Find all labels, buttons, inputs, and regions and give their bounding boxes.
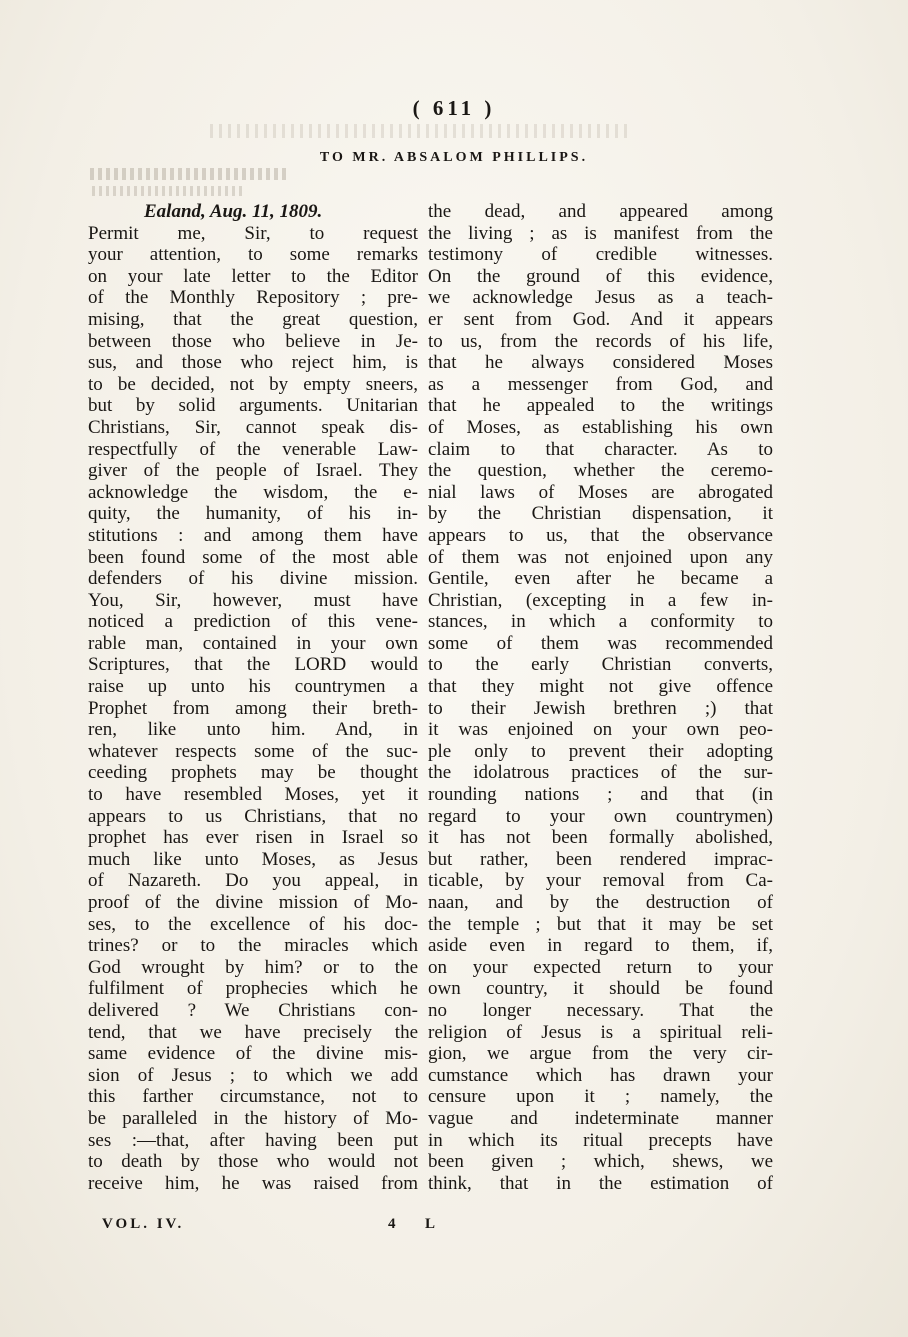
text-line: stitutions : and among them have [88,524,418,546]
text-line: trines? or to the miracles which [88,935,418,957]
text-line: ses, to the excellence of his doc- [88,913,418,935]
text-line: naan, and by the destruction of [428,892,773,913]
bleed-through-text-decoration [90,168,290,180]
text-line: of the Monthly Repository ; pre- [88,287,418,309]
text-line: that they might not give offence [428,676,773,698]
text-line: on your late letter to the Editor [88,265,418,287]
text-line: in which its ritual precepts have [428,1129,773,1151]
text-line: sion of Jesus ; to which we add [88,1064,418,1086]
text-line: your attention, to some remarks [88,244,418,266]
text-line: quity, the humanity, of his in- [88,503,418,525]
text-line: ses :—that, after having been put [88,1129,418,1151]
text-line: censure upon it ; namely, the [428,1086,773,1108]
text-line: raise up unto his countrymen a [88,676,418,698]
volume-label: VOL. IV. [102,1216,185,1232]
text-line: proof of the divine mission of Mo- [88,892,418,913]
text-line: between those who believe in Je- [88,330,418,352]
text-line: that he always considered Moses [428,352,773,374]
text-line: delivered ? We Christians con- [88,999,418,1021]
text-line: to be decided, not by empty sneers, [88,373,418,395]
text-line: religion of Jesus is a spiritual reli- [428,1021,773,1043]
text-line: mising, that the great question, [88,308,418,330]
text-line: ticable, by your removal from Ca- [428,870,773,892]
text-line: appears to us, that the observance [428,524,773,546]
text-line: Scriptures, that the LORD would [88,654,418,676]
text-line: sus, and those who reject him, is [88,352,418,374]
text-line: aside even in regard to them, if, [428,935,773,957]
text-line: respectfully of the venerable Law- [88,438,418,460]
text-line: vague and indeterminate manner [428,1107,773,1129]
text-line: ren, like unto him. And, in [88,719,418,741]
right-column [428,201,773,1194]
text-line: be paralleled in the history of Mo- [88,1107,418,1129]
text-line: to death by those who would not [88,1151,418,1173]
bleed-through-text-decoration [92,186,242,196]
text-line: Christians, Sir, cannot speak dis- [88,416,418,438]
text-line: defenders of his divine mission. [88,568,418,590]
text-line: the dead, and appeared among [428,201,773,222]
text-line: the temple ; but that it may be set [428,913,773,935]
text-line: On the ground of this evidence, [428,265,773,287]
text-line: gion, we argue from the very cir- [428,1043,773,1065]
text-line: rable man, contained in your own [88,632,418,654]
text-line: You, Sir, however, must have [88,589,418,611]
text-line: Gentile, even after he became a [428,568,773,590]
text-line: that he appealed to the writings [428,395,773,417]
text-line: on your expected return to your [428,956,773,978]
text-line: been given ; which, shews, we [428,1151,773,1173]
text-line: receive him, he was raised from [88,1172,418,1194]
text-line: stances, in which a conformity to [428,611,773,633]
text-line: acknowledge the wisdom, the e- [88,481,418,503]
text-line: to the early Christian converts, [428,654,773,676]
signature-letter: L [425,1216,439,1232]
text-line: some of them was recommended [428,632,773,654]
text-line: it was enjoined on your own peo- [428,719,773,741]
dateline: Ealand, Aug. 11, 1809. [144,201,323,222]
text-line: fulfilment of prophecies which he [88,978,418,1000]
text-line: regard to your own countrymen) [428,805,773,827]
text-line: of them was not enjoined upon any [428,546,773,568]
signature-number: 4 [388,1216,399,1232]
text-line: of Nazareth. Do you appeal, in [88,870,418,892]
text-line: to their Jewish brethren ;) that [428,697,773,719]
text-line: claim to that character. As to [428,438,773,460]
text-line: whatever respects some of the suc- [88,740,418,762]
text-line: prophet has ever risen in Israel so [88,827,418,849]
text-line: tend, that we have precisely the [88,1021,418,1043]
text-line: it has not been formally abolished, [428,827,773,849]
left-column [88,201,418,1194]
text-line: noticed a prediction of this vene- [88,611,418,633]
text-line: ceeding prophets may be thought [88,762,418,784]
text-line: same evidence of the divine mis- [88,1043,418,1065]
text-line: by the Christian dispensation, it [428,503,773,525]
text-line: the living ; as is manifest from the [428,222,773,244]
text-line: ple only to prevent their adopting [428,740,773,762]
text-line: but by solid arguments. Unitarian [88,395,418,417]
text-line: this farther circumstance, not to [88,1086,418,1108]
text-line: own country, it should be found [428,978,773,1000]
text-line: been found some of the most able [88,546,418,568]
page-number: ( 611 ) [412,96,496,120]
text-line: testimony of credible witnesses. [428,244,773,266]
text-line: as a messenger from God, and [428,373,773,395]
text-line: to us, from the records of his life, [428,330,773,352]
bleed-through-text-decoration [210,124,630,138]
text-line: to have resembled Moses, yet it [88,784,418,806]
text-line: Christian, (excepting in a few in- [428,589,773,611]
text-line: the idolatrous practices of the sur- [428,762,773,784]
text-line: of Moses, as establishing his own [428,416,773,438]
text-line: God wrought by him? or to the [88,956,418,978]
text-line: think, that in the estimation of [428,1172,773,1194]
text-line: nial laws of Moses are abrogated [428,481,773,503]
text-line: we acknowledge Jesus as a teach- [428,287,773,309]
text-line: cumstance which has drawn your [428,1064,773,1086]
text-line: giver of the people of Israel. They [88,460,418,482]
text-line: much like unto Moses, as Jesus [88,848,418,870]
text-line: no longer necessary. That the [428,999,773,1021]
text-line: the question, whether the ceremo- [428,460,773,482]
text-line: Prophet from among their breth- [88,697,418,719]
text-line: appears to us Christians, that no [88,805,418,827]
text-line: Permit me, Sir, to request [88,222,418,244]
text-line: rounding nations ; and that (in [428,784,773,806]
letter-heading: TO MR. ABSALOM PHILLIPS. [319,150,589,165]
text-line: but rather, been rendered imprac- [428,848,773,870]
text-line: er sent from God. And it appears [428,308,773,330]
